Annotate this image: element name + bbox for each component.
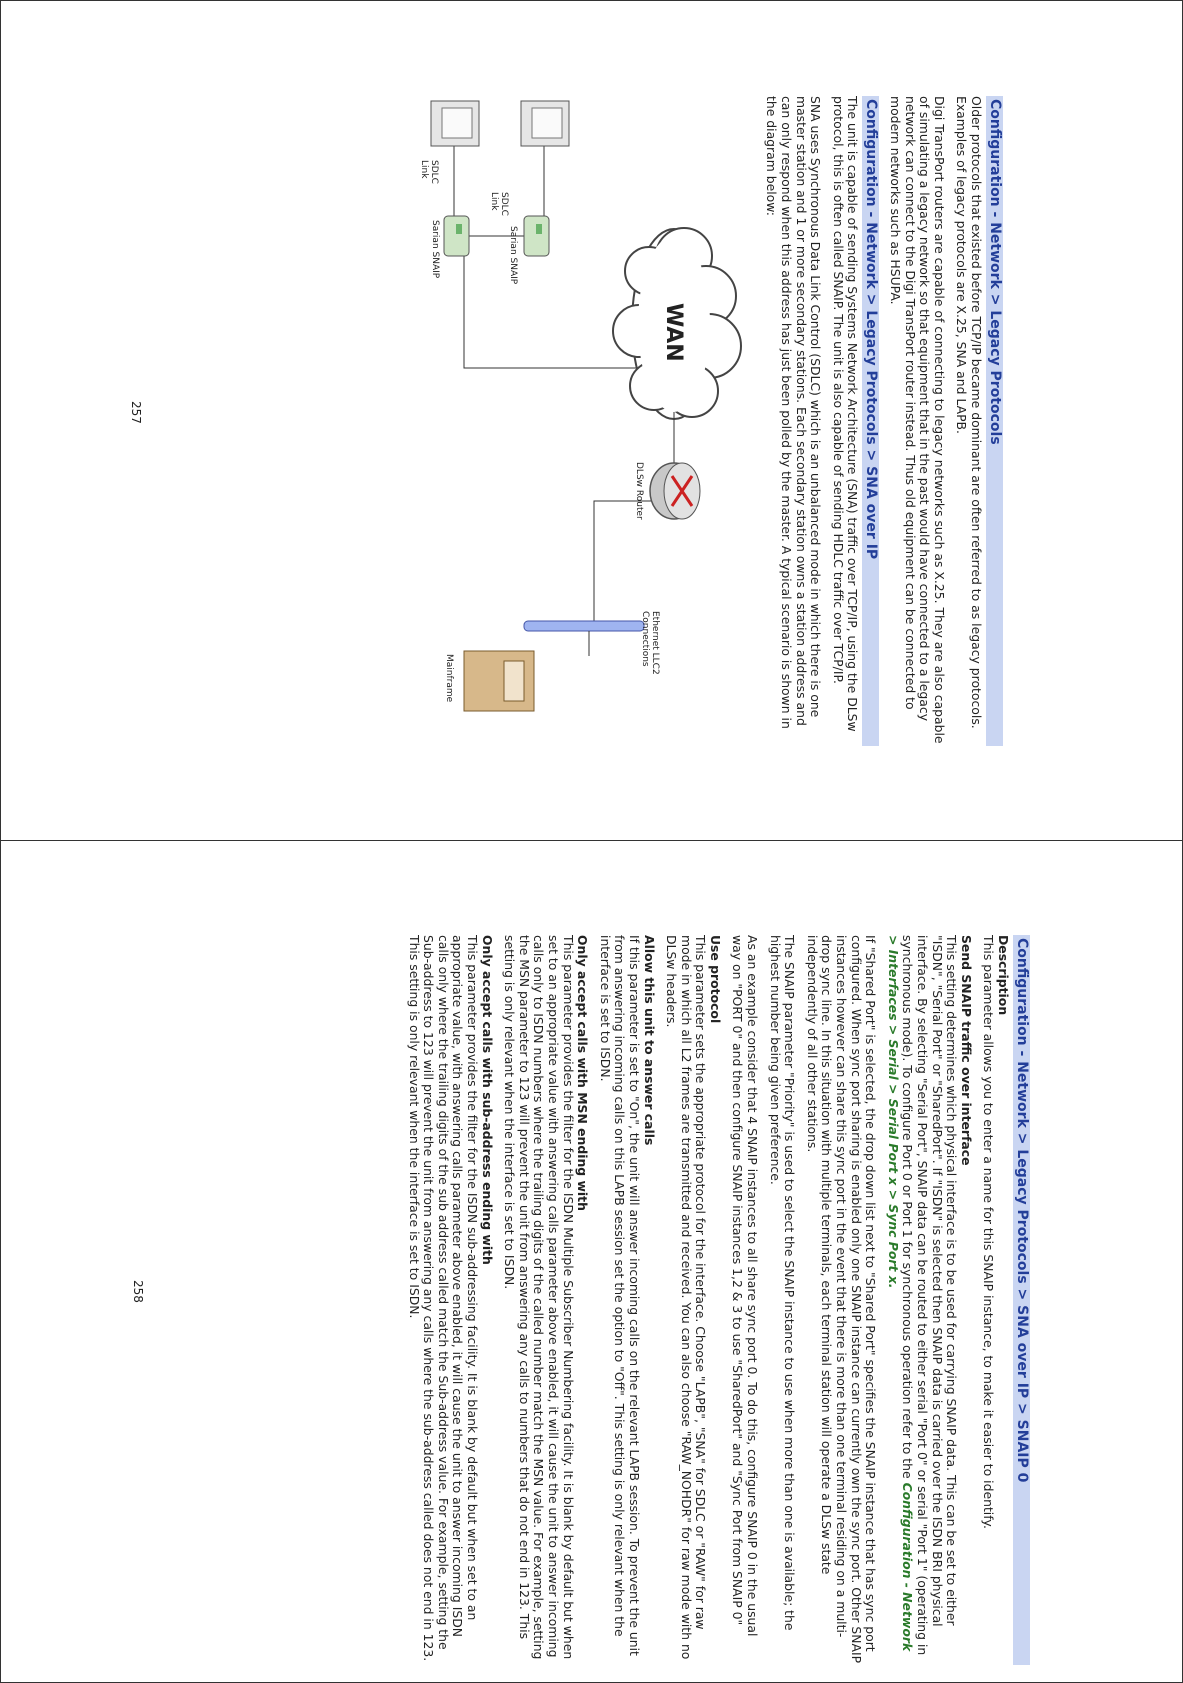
section-header-sna-over-ip: Configuration - Network > Legacy Protocols > SNA over IP: [862, 96, 879, 746]
paragraph-legacy-intro: Older protocols that existed before TCP/IP became dominant are often referred to as legacy protocols. Examples of legacy protocols are X.25, SNA and LAPB.: [954, 96, 984, 729]
sdlc-link-label-1: SDLC Link: [488, 192, 509, 216]
section-header-legacy: Configuration - Network > Legacy Protocols: [986, 96, 1003, 746]
msn-text: This parameter provides the filter for the ISDN Multiple Subscriber Numbering facility. It is blank by default but when set to an appropriate value with answering calls parameter above enabled, it will cause the unit to answer incoming calls only to ISDN numbers where the trailing digits of the called number match the MSN value. For example, setting the MSN parameter to 123 will prevent the unit from answering any calls to numbers that do not end in 123. This setting is only relevant when the interface is set to ISDN.: [502, 935, 576, 1660]
msn-title: Only accept calls with MSN ending with: [575, 935, 591, 1211]
allow-answer-text: If this parameter is set to "On", the unit will answer incoming calls on the relevant LAPB session. To prevent the unit from answering incoming calls on this LAPB session set the option to "Off". This setting is only relevant when the interface is set to ISDN.: [597, 935, 642, 1656]
sync-port-link[interactable]: Configuration - Network > Interfaces > Serial > Serial Port x > Sync Port x.: [885, 935, 916, 1652]
sdlc-link-label-2: SDLC Link: [418, 160, 439, 184]
sarian-snaip-device-1-icon: [524, 216, 549, 256]
ethernet-label: Ethernet LLC2 Connections: [639, 611, 660, 675]
dlsw-router-icon: [650, 463, 700, 519]
page-258: [130, 935, 1030, 1665]
allow-answer-title: Allow this unit to answer calls: [641, 935, 657, 1146]
use-protocol-title: Use protocol: [707, 935, 723, 1024]
terminal-1-icon: [521, 101, 569, 146]
priority-text: The SNAIP parameter "Priority" is used to select the SNAIP instance to use when more than one is available; the highest number being given preference.: [767, 935, 798, 1631]
page-number-258: 258: [131, 1280, 145, 1303]
sarian-snaip-label-2: Sarian SNAIP: [429, 220, 440, 279]
mainframe-icon: [464, 631, 589, 711]
page-divider: [0, 840, 1183, 841]
frame-top: [0, 0, 1183, 1]
page-number-257: 257: [129, 401, 143, 424]
network-diagram: [418, 96, 754, 736]
description-text: This parameter allows you to enter a name for this SNAIP instance, to make it easier to identify.: [981, 935, 997, 1529]
sarian-snaip-label-1: Sarian SNAIP: [507, 226, 518, 285]
use-protocol-text: This parameter sets the appropriate protocol for the interface. Choose "LAPB", "SNA" for SDLC or "RAW" for raw mode in which all L2 frames are transmitted and received. You can also choose "RAW_NOHDR" for raw mode with no DLSw headers.: [664, 935, 709, 1660]
section-header-snaip0: Configuration - Network > Legacy Protocols > SNA over IP > SNAIP 0: [1013, 935, 1030, 1665]
network-diagram-svg: [424, 96, 754, 736]
shared-port-text: If "Shared Port" is selected, the drop down list next to "Shared Port" specifies the SNAIP instance that has sync port configured. When sync port sharing is enabled only one SNAIP instance can currently own the sync port. Other SNAIP instances however can share this sync port in the event that there is more than one terminal residing on a multi-drop sync line. In this situation with multiple terminals, each terminal station will operate a DLSw state independently of all other stations.: [804, 935, 879, 1664]
sub-address-title: Only accept calls with sub-address ending with: [479, 935, 495, 1265]
dlsw-router-label: DLSw Router: [633, 462, 644, 520]
paragraph-snaip: The unit is capable of sending Systems Network Architecture (SNA) traffic over TCP/IP, using the DLSw protocol, this is often called SNAIP. The unit is also capable of sending HDLC traffic over TCP/IP.: [830, 96, 861, 732]
terminal-2-icon: [431, 101, 479, 146]
sarian-snaip-device-2-icon: [444, 216, 469, 256]
send-snaip-text: [885, 935, 958, 1665]
wan-label: WAN: [660, 303, 686, 362]
description-title: Description: [996, 935, 1011, 1016]
example-text: As an example consider that 4 SNAIP instances to all share sync port 0. To do this, configure SNAIP 0 in the usual way on "PORT 0" and then configure SNAIP instances 1,2 & 3 to use "SharedPort" and "Sync Port from SNAIP 0": [730, 935, 761, 1637]
sub-address-text: This parameter provides the filter for the ISDN sub-addressing facility. It is blank by default but when set to an appropriate value, with answering calls parameter above enabled, it will cause the unit to answer incoming ISDN calls only where the trailing digits of the sub address called match the Sub-address value. For example, setting the Sub-address to 123 will prevent the unit from answering any calls where the sub-address called does not end in 123. This setting is only relevant when the interface is set to ISDN.: [406, 935, 480, 1662]
ethernet-bus-icon: [524, 621, 644, 631]
frame-left: [0, 0, 1, 1683]
paragraph-sdlc: SNA uses Synchronous Data Link Control (SDLC) which is an unbalanced mode in which there is one master station and 1 or more secondary stations. Each secondary station owns a station address and can only respond when this address has just been polled by the master. A typical scenario is shown in the diagram below:: [764, 96, 824, 729]
send-snaip-title: Send SNAIP traffic over interface: [958, 935, 974, 1166]
paragraph-transport-legacy: Digi TransPort routers are capable of connecting to legacy networks such as X.25. They are also capable of simulating a legacy network so that equipment that in the past would have connected to a legacy network can connect to the Digi TransPort router instead. Thus old equipment can be connected to modern networks such as HSUPA.: [888, 96, 947, 744]
mainframe-label: Mainframe: [443, 654, 454, 703]
page-257: [123, 96, 1003, 746]
send-snaip-body: This setting determines which physical interface is to be used for carrying SNAIP data. This can be set to either "ISDN", "Serial Port" or "SharedPort". If "ISDN" is selected then SNAIP data is carried over the ISDN BRI physical interface. By selecting "Serial Port", SNAIP data can be routed to either serial "Port 0" or serial "Port 1" (operating in synchronous mode). To configure Port 0 or Port 1 for synchronous operation refer to the: [900, 935, 960, 1656]
